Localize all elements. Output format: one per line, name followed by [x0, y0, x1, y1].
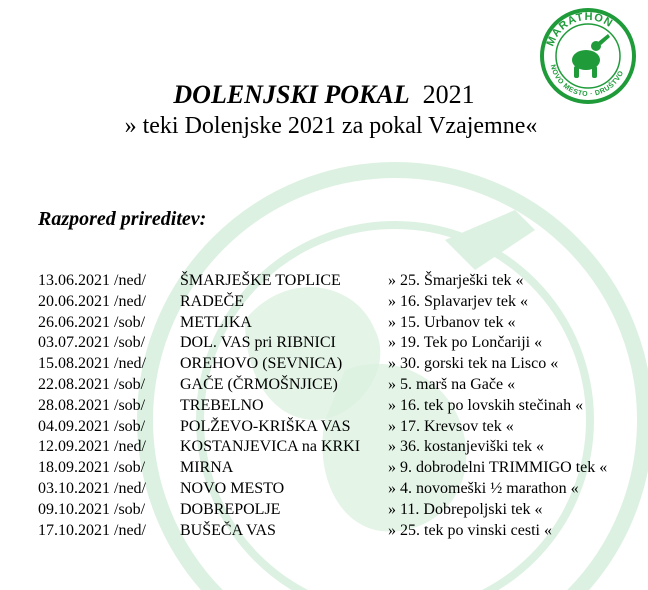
- schedule-row: [0, 437, 648, 458]
- event-name: » 4. novomeški ½ marathon «: [388, 479, 579, 497]
- event-place: ŠMARJEŠKE TOPLICE: [180, 272, 341, 289]
- event-date: 12.09.2021 /ned/: [38, 438, 146, 456]
- event-name: » 25. tek po vinski cesti «: [388, 521, 552, 539]
- title-main: DOLENJSKI POKAL: [173, 80, 410, 109]
- page-title: [0, 80, 648, 110]
- page-subtitle: » teki Dolenjske 2021 za pokal Vzajemne«: [124, 113, 538, 139]
- schedule-row: [0, 458, 648, 479]
- schedule-row: [0, 396, 648, 417]
- event-date: 13.06.2021 /ned/: [38, 272, 146, 289]
- title-year: 2021: [422, 80, 475, 109]
- event-name: » 19. Tek po Lončariji «: [388, 334, 543, 352]
- event-place: KOSTANJEVICA na KRKI: [180, 438, 361, 456]
- event-name: » 16. Splavarjev tek «: [388, 292, 528, 310]
- schedule-row: [0, 292, 648, 313]
- event-place: DOL. VAS pri RIBNICI: [180, 334, 336, 352]
- schedule-row: [0, 313, 648, 334]
- event-name: » 25. Šmarješki tek «: [388, 272, 524, 289]
- schedule-row: [0, 521, 648, 542]
- event-date: 04.09.2021 /sob/: [38, 417, 146, 435]
- event-place: TREBELNO: [180, 396, 264, 414]
- event-date: 09.10.2021 /sob/: [38, 500, 146, 518]
- logo-text-top: MARATHON: [544, 10, 616, 49]
- event-date: 20.06.2021 /ned/: [38, 292, 146, 310]
- event-date: 17.10.2021 /ned/: [38, 521, 146, 539]
- event-schedule: [0, 271, 648, 541]
- event-date: 03.10.2021 /ned/: [38, 479, 146, 497]
- event-place: RADEČE: [180, 292, 244, 310]
- event-date: 28.08.2021 /sob/: [38, 396, 146, 414]
- event-date: 03.07.2021 /sob/: [38, 334, 146, 352]
- schedule-row: [0, 500, 648, 521]
- schedule-row: [0, 271, 648, 292]
- schedule-row: [0, 333, 648, 354]
- event-name: » 17. Krevsov tek «: [388, 417, 514, 435]
- event-place: GAČE (ČRMOŠNJICE): [180, 375, 338, 393]
- event-name: » 36. kostanjeviški tek «: [388, 438, 544, 456]
- schedule-row: [0, 375, 648, 396]
- event-date: 18.09.2021 /sob/: [38, 459, 146, 477]
- event-name: » 16. tek po lovskih stečinah «: [388, 396, 584, 414]
- event-place: DOBREPOLJE: [180, 500, 281, 518]
- event-place: OREHOVO (SEVNICA): [180, 355, 343, 373]
- event-name: » 9. dobrodelni TRIMMIGO tek «: [388, 459, 608, 477]
- event-place: BUŠEČA VAS: [180, 521, 276, 539]
- event-place: METLIKA: [180, 313, 252, 331]
- event-place: POLŽEVO-KRIŠKA VAS: [180, 417, 351, 435]
- event-name: » 11. Dobrepoljski tek «: [388, 500, 543, 518]
- schedule-row: [0, 417, 648, 438]
- event-name: » 30. gorski tek na Lisco «: [388, 355, 559, 373]
- event-place: MIRNA: [180, 459, 234, 477]
- logo-text-bottom: NOVO MESTO · DRUŠTVO: [548, 63, 626, 99]
- event-place: NOVO MESTO: [180, 479, 285, 497]
- event-date: 15.08.2021 /ned/: [38, 355, 146, 373]
- event-name: » 15. Urbanov tek «: [388, 313, 516, 331]
- schedule-row: [0, 354, 648, 375]
- event-date: 22.08.2021 /sob/: [38, 375, 146, 393]
- schedule-row: [0, 479, 648, 500]
- section-title: Razpored prireditev:: [38, 208, 207, 230]
- event-date: 26.06.2021 /sob/: [38, 313, 146, 331]
- event-name: » 5. marš na Gače «: [388, 375, 516, 393]
